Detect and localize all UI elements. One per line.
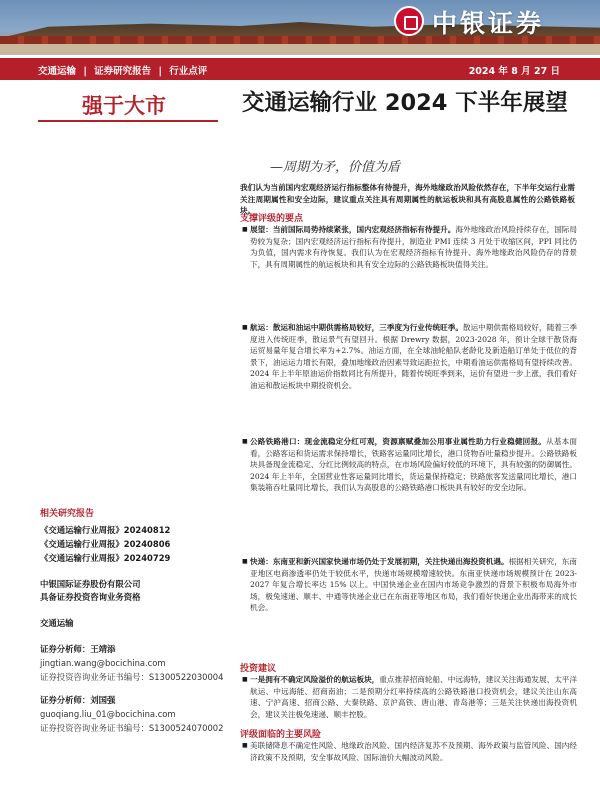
analyst-1-name: 证券分析师：王靖添 — [40, 644, 116, 654]
analyst-1-cert: 证券投资咨询业务证书编号：S1300522030004 — [40, 672, 224, 682]
rating-badge: 强于大市 — [38, 86, 218, 122]
bullet-lead: 展望：当前国际局势持续紧张，国内宏观经济指标有待提升。 — [250, 225, 456, 234]
bullet-express — [242, 556, 577, 614]
bullet-lead: 快递：东南亚和新兴国家快递市场仍处于发展初期，关注快递出海投资机遇。 — [250, 557, 509, 566]
breadcrumb — [38, 63, 211, 77]
bullet-outlook — [242, 224, 577, 270]
crumb-item-subtype: 行业点评 — [169, 66, 208, 77]
boc-logo-icon — [394, 6, 424, 36]
courtyard-image — [0, 44, 600, 55]
intro-paragraph: 我们认为当前国内宏观经济运行指标整体有待提升，海外地缘政治风险依然存在，下半年交运行业需关注周期属性和安全边际，建议重点关注具有周期属性的航运板块和具有高股息属性的公路铁路板块。 — [240, 183, 575, 216]
analyst-2-name: 证券分析师：刘国强 — [40, 695, 116, 705]
section-risks-heading: 评级面临的主要风险 — [240, 730, 322, 740]
crumb-item-type: 证券研究报告 — [94, 66, 152, 77]
company-qualification: 具备证券投资咨询业务资格 — [40, 592, 141, 602]
section-points-heading: 支撑评级的要点 — [240, 214, 304, 224]
report-date: 2024 年 8 月 27 日 — [468, 66, 560, 77]
bullet-text: 美联储降息不确定性风险、地缘政治风险、国内经济复苏不及预期、海外政策与监管风险、国内经济政策不及预期，安全事故风险、国际油价大幅波动风险。 — [250, 741, 577, 762]
report-title: 交通运输行业 2024 下半年展望 — [242, 90, 568, 116]
report-subtitle: —周期为矛，价值为盾 — [270, 160, 401, 175]
bullet-risks — [242, 740, 577, 763]
analyst-2-email[interactable]: guoqiang.liu_01@bocichina.com — [40, 709, 176, 719]
bullet-text: 重点推荐招商轮船、中远海特，建议关注海通发展、太平洋航运、中远海能、招商南油；二是预期分红率持续高的公路铁路港口投资机会，建议关注山东高速、宁沪高速、招商公路、大秦铁路、京沪高铁、唐山港、青岛港等；三是关注快递出海投资机会，建议关注极兔速递、顺丰控股。 — [250, 675, 578, 719]
analyst-2-cert: 证券投资咨询业务证书编号：S1300524070002 — [40, 723, 224, 733]
crumb-separator: | — [83, 66, 87, 77]
crumb-item-sector: 交通运输 — [38, 66, 77, 77]
bullet-text: 根据相关研究，东南亚地区电商渗透率仍处于较低水平，快递市场规模增速较快。东南亚快递市场规模预计在 2023-2027 年复合增长率达 15% 以上。中国快递企业在国内市场竞争激烈的背景下积极布局海外市场，极兔速递、顺丰、中通等快递企业已在东南亚等地区布局，我们看好快递企业出海带来的成长机会。 — [250, 557, 578, 613]
bullet-text: 海外地缘政治风险持续存在，国际局势较为复杂；国内宏观经济运行指标有待提升，制造业 PMI 连续 3 月处于收缩区间，PPI 同比仍为负值，国内需求有待恢复。我们认为在宏观经济指标有待提升、海外地缘政治风险仍存的背景下，具有周期属性的航运板块和具有安全边际的公路铁路板块值得关注。 — [250, 225, 578, 269]
bullet-lead: 航运：散运和油运中期供需格局较好，三季度为行业传统旺季。 — [250, 323, 463, 332]
related-report-2[interactable]: 《交通运输行业周报》20240806 — [40, 539, 171, 549]
brand-name: 中银证券 — [432, 9, 545, 38]
bullet-lead: 一是拥有不确定风险溢价的航运板块， — [250, 675, 380, 684]
bullet-shipping — [242, 322, 577, 392]
analyst-1-email[interactable]: jingtian.wang@bocichina.com — [40, 658, 166, 668]
bullet-advice — [242, 674, 577, 720]
bullet-highway-rail-port — [242, 436, 577, 494]
bullet-lead: 公路铁路港口：现金流稳定分红可观，资源禀赋叠加公用事业属性助力行业稳健回报。 — [250, 437, 547, 446]
bullet-text: 从基本面看，公路客运和货运需求保持增长，铁路客运量同比增长，港口货物吞吐量稳步提升。公路铁路板块具备现金流稳定、分红比例较高的特点，在市场风险偏好较低的环境下，具有较强的防御属性。2024 年上半年，全国营业性客运量同比增长，货运量保持稳定；铁路旅客发送量同比增长，港口集装箱吞吐量同比增长，我们认为高股息的公路铁路港口板块具有较好的安全边际。 — [250, 437, 577, 493]
crumb-separator: | — [158, 66, 162, 77]
section-advice-heading: 投资建议 — [240, 664, 277, 674]
bullet-text: 散运中期供需格局较好，随着三季度进入传统旺季，散运景气有望回升。根据 Drewry 数据，2023-2028 年，预计全球干散货海运贸易量年复合增长率为+2.7%。油运方面，在全球油轮船队老龄化及新造船订单处于低位的背景下，油运运力增长有限，叠加地缘政治因素导致运距拉长，中期看油运供需格局有望持续改善。2024 年上半年原油运价指数同比有所提升，随着传统旺季到来，运价有望进一步上涨，我们看好油运和散运板块中期投资机会。 — [250, 323, 577, 390]
related-report-1[interactable]: 《交通运输行业周报》20240812 — [40, 525, 171, 535]
related-heading: 相关研究报告 — [40, 509, 95, 519]
header-banner — [0, 0, 600, 55]
company-name: 中银国际证券股份有限公司 — [40, 579, 141, 589]
breadcrumb-bar — [0, 58, 600, 80]
related-report-3[interactable]: 《交通运输行业周报》20240729 — [40, 553, 171, 563]
sector-label: 交通运输 — [40, 618, 74, 628]
